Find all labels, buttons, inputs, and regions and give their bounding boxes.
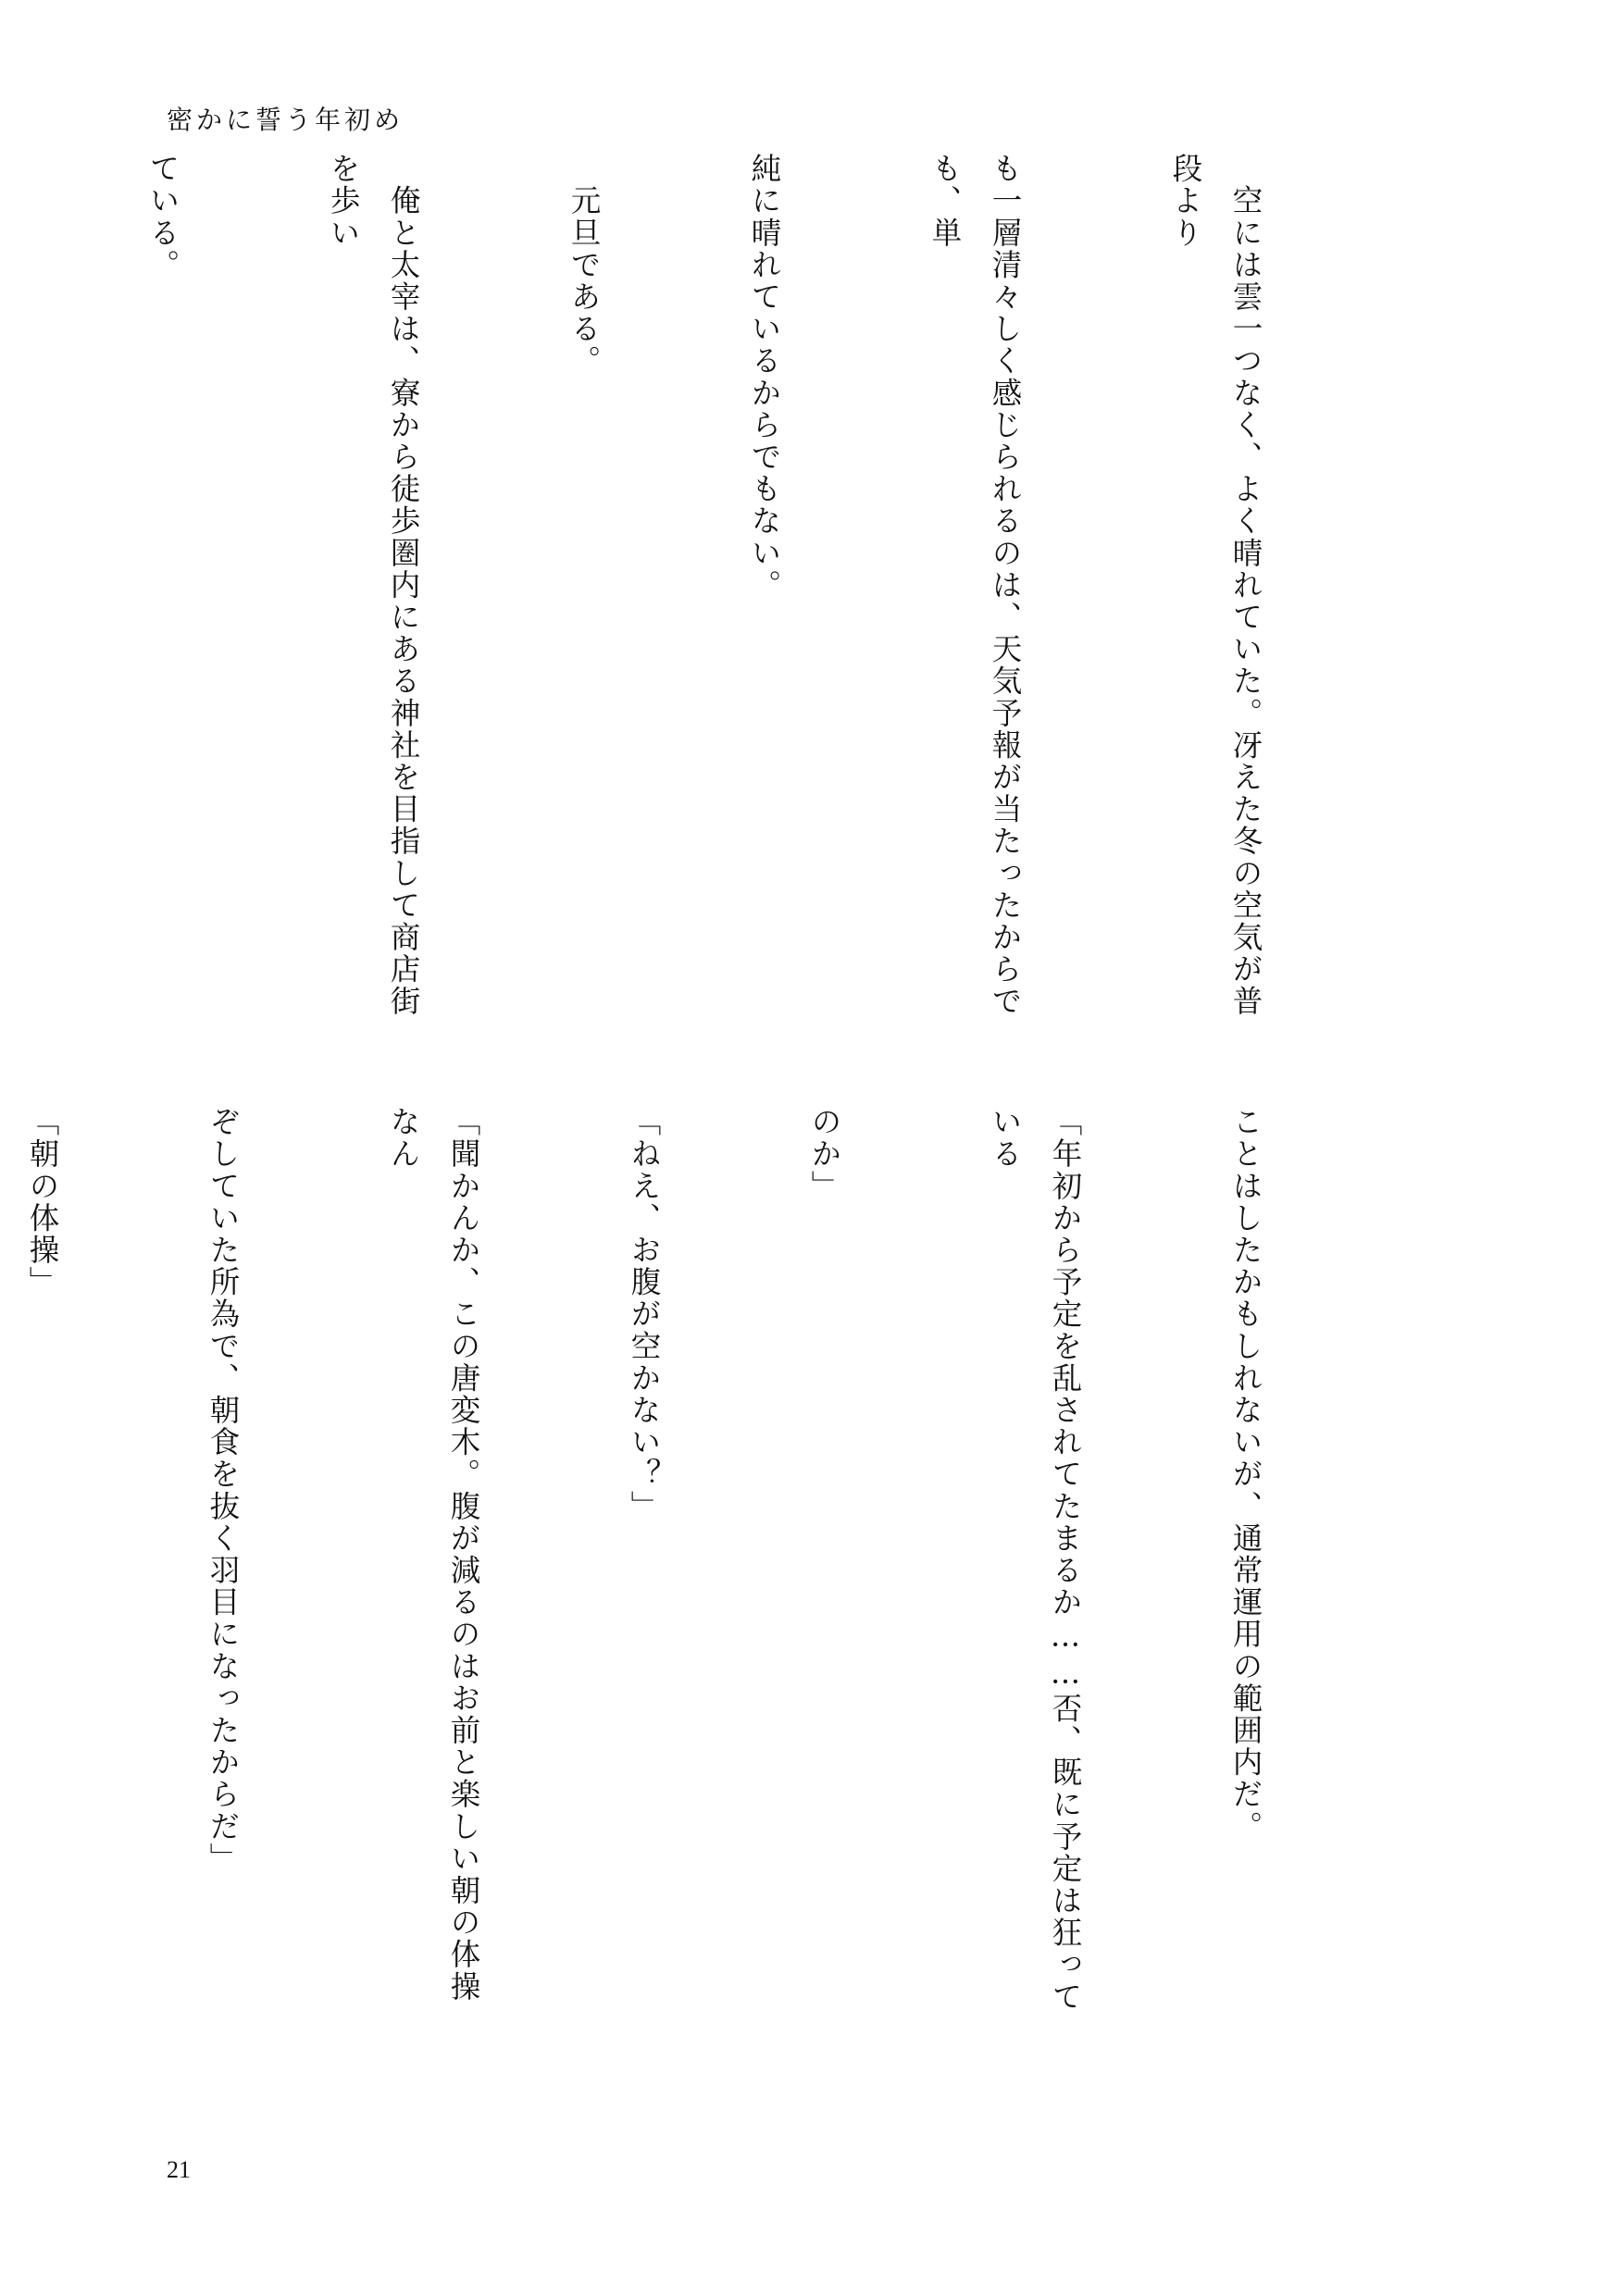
text-line: ている。	[145, 153, 180, 281]
text-line: 「年初から予定を乱されてたまるか……否、既に予定は狂っている	[988, 1106, 1083, 2013]
text-line: 「聞かんか、この唐変木。腹が減るのはお前と楽しい朝の体操なん	[386, 1106, 481, 2003]
text-block-bottom	[25, 1106, 1396, 2013]
text-line: 元旦である。	[566, 153, 602, 378]
text-line: 純に晴れているからでもない。	[747, 153, 782, 602]
running-title: 密かに誓う年初め	[167, 105, 404, 135]
text-line: 空には雲一つなく、よく晴れていた。冴えた冬の空気が普段より	[1168, 153, 1263, 1018]
page-number: 21	[167, 2156, 191, 2183]
text-line: 俺と太宰は、寮から徒歩圏内にある神社を目指して商店街を歩い	[326, 153, 421, 1018]
text-line: 「朝の体操」	[25, 1106, 60, 1298]
text-block-top	[145, 153, 1396, 1041]
text-line: ことはしたかもしれないが、通常運用の範囲内だ。	[1228, 1106, 1263, 1843]
text-line: 「ねえ、お腹が空かない？」	[627, 1106, 662, 1522]
text-line: のか」	[807, 1106, 842, 1202]
text-line	[0, 153, 12, 1041]
text-line: ぞしていた所為で、朝食を抜く羽目になったからだ」	[205, 1106, 241, 1875]
text-line: も一層清々しく感じられるのは、天気予報が当たったからでも、単	[927, 153, 1023, 1018]
